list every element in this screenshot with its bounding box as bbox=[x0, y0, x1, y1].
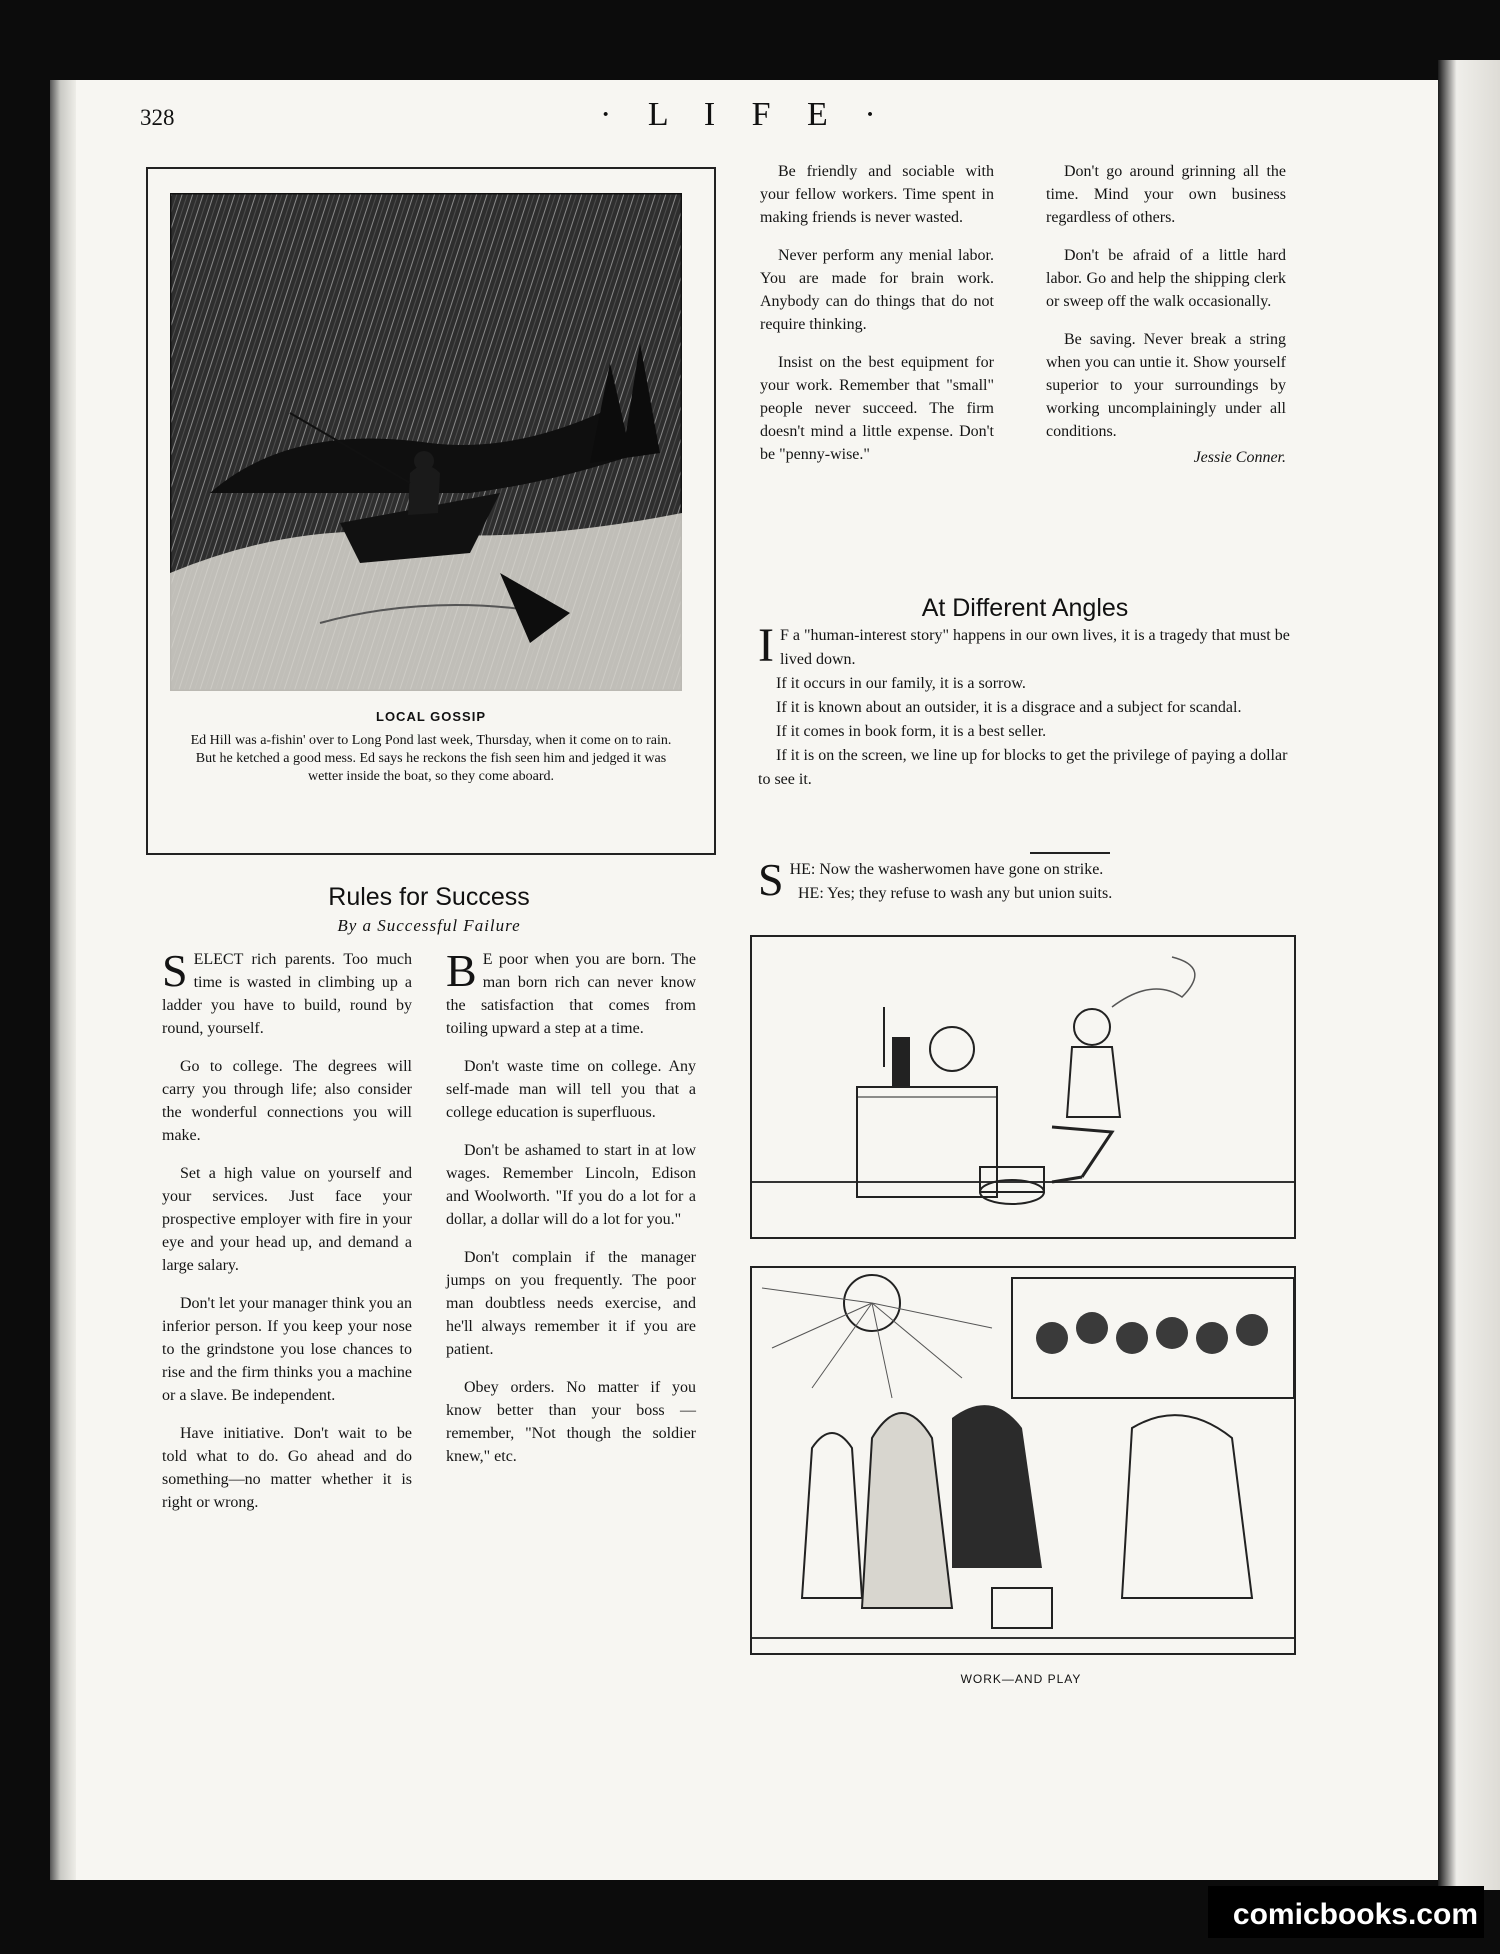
rules-paragraph: Never perform any menial labor. You are made for brain work. Anybody can do things that do not require thinking. bbox=[760, 247, 994, 333]
rules-paragraph: Don't waste time on college. Any self-made man will tell you that a college education is superfluous. bbox=[446, 1058, 696, 1121]
site-watermark: comicbooks.com bbox=[1232, 1898, 1478, 1931]
drop-cap: S bbox=[758, 854, 784, 905]
rules-paragraph: Don't let your manager think you an inferior person. If you keep your nose to the grindstone you lose chances to rise and the firm thinks you a machine or a slave. Be independent. bbox=[162, 1295, 412, 1404]
work-cartoon bbox=[750, 935, 1296, 1239]
angles-first-paragraph bbox=[758, 619, 1298, 672]
angles-line: If it is on the screen, we line up for blocks to get the privilege of paying a dollar to see it. bbox=[758, 747, 1288, 788]
angles-first-text: F a "human-interest story" happens in our own lives, it is a tragedy that must be lived down. bbox=[779, 627, 1290, 668]
rules-byline: By a Successful Failure bbox=[337, 916, 521, 935]
rules-paragraph: Don't be afraid of a little hard labor. Go and help the shipping clerk or sweep off the walk occasionally. bbox=[1046, 247, 1286, 310]
joke-she-text: HE: Now the washerwomen have gone on strike. bbox=[789, 861, 1104, 878]
rules-paragraph: Don't go around grinning all the time. Mind your own business regardless of others. bbox=[1046, 163, 1286, 226]
angles-line: If it occurs in our family, it is a sorrow. bbox=[776, 675, 1026, 692]
rules-paragraph-text: ELECT rich parents. Too much time is wasted in climbing up a ladder you have to build, round by round, yourself. bbox=[162, 951, 412, 1037]
rules-paragraph: Insist on the best equipment for your work. Remember that "small" people never succeed. The firm doesn't mind a little expense. Don't be "penny-wise." bbox=[760, 354, 994, 463]
local-gossip-illustration bbox=[146, 167, 716, 855]
page-binding bbox=[50, 80, 76, 1880]
rules-paragraph: Be friendly and sociable with your fellow workers. Time spent in making friends is never wasted. bbox=[760, 163, 994, 226]
rules-right-column bbox=[446, 945, 696, 1483]
rules-paragraph: Don't complain if the manager jumps on you frequently. The poor man doubtless needs exercise, and he'll always remember it if you are patient. bbox=[446, 1249, 696, 1358]
rules-continued-right-column bbox=[1046, 160, 1286, 469]
author-signature: Jessie Conner. bbox=[1193, 449, 1286, 466]
play-cartoon bbox=[750, 1266, 1296, 1655]
rules-paragraph: Don't be ashamed to start in at low wages. Remember Lincoln, Edison and Woolworth. "If you do a lot for a dollar, a dollar will do a lot for you." bbox=[446, 1142, 696, 1228]
rules-paragraph: Go to college. The degrees will carry you through life; also consider the wonderful connections you will make. bbox=[162, 1058, 412, 1144]
rules-paragraph-text: E poor when you are born. The man born rich can never know the satisfaction that comes from toiling upward a step at a time. bbox=[446, 951, 696, 1037]
office-worker-drawing bbox=[752, 937, 1294, 1237]
next-page-edge bbox=[1438, 60, 1500, 1890]
angles-article bbox=[758, 619, 1298, 792]
angles-line: If it comes in book form, it is a best seller. bbox=[776, 723, 1047, 740]
rules-paragraph: Set a high value on yourself and your services. Just face your prospective employer with fire in your eye and your head up, and demand a large salary. bbox=[162, 1165, 412, 1274]
rules-continued-left-column bbox=[760, 160, 994, 481]
rules-left-column bbox=[162, 945, 412, 1529]
rules-paragraph: Obey orders. No matter if you know better than your boss — remember, "Not though the soldier knew," etc. bbox=[446, 1379, 696, 1465]
illustration-caption: Ed Hill was a-fishin' over to Long Pond last week, Thursday, when it come on to rain. But he ketched a good mess. Ed says he reckons the fish seen him and jedged it was wetter inside the boat, so they come aboard. bbox=[190, 733, 672, 784]
drop-cap: S bbox=[162, 945, 188, 996]
rules-paragraph: Have initiative. Don't wait to be told what to do. Go ahead and do something—no matter whether it is right or wrong. bbox=[162, 1425, 412, 1511]
rules-paragraph bbox=[446, 945, 696, 1040]
drop-cap: B bbox=[446, 945, 477, 996]
illustration-title: LOCAL GOSSIP bbox=[376, 709, 486, 724]
rules-paragraph: Be saving. Never break a string when you can untie it. Show yourself superior to your surroundings by working uncomplainingly under all conditions. bbox=[1046, 331, 1286, 440]
section-divider bbox=[1030, 852, 1110, 854]
joke-he-line: HE: Yes; they refuse to wash any but union suits. bbox=[798, 885, 1113, 902]
angles-line: If it is known about an outsider, it is a disgrace and a subject for scandal. bbox=[776, 699, 1242, 716]
rules-title: Rules for Success bbox=[328, 883, 530, 911]
angles-title: At Different Angles bbox=[921, 594, 1129, 622]
crowd-drawing bbox=[752, 1268, 1294, 1653]
washerwomen-joke bbox=[758, 854, 1298, 906]
rules-paragraph bbox=[162, 945, 412, 1040]
cartoon-caption: WORK—AND PLAY bbox=[960, 1672, 1082, 1686]
rain-fishing-drawing bbox=[170, 193, 682, 691]
drop-cap: I bbox=[758, 619, 774, 672]
page-number: 328 bbox=[140, 105, 175, 130]
masthead: · L I F E · bbox=[600, 96, 890, 133]
